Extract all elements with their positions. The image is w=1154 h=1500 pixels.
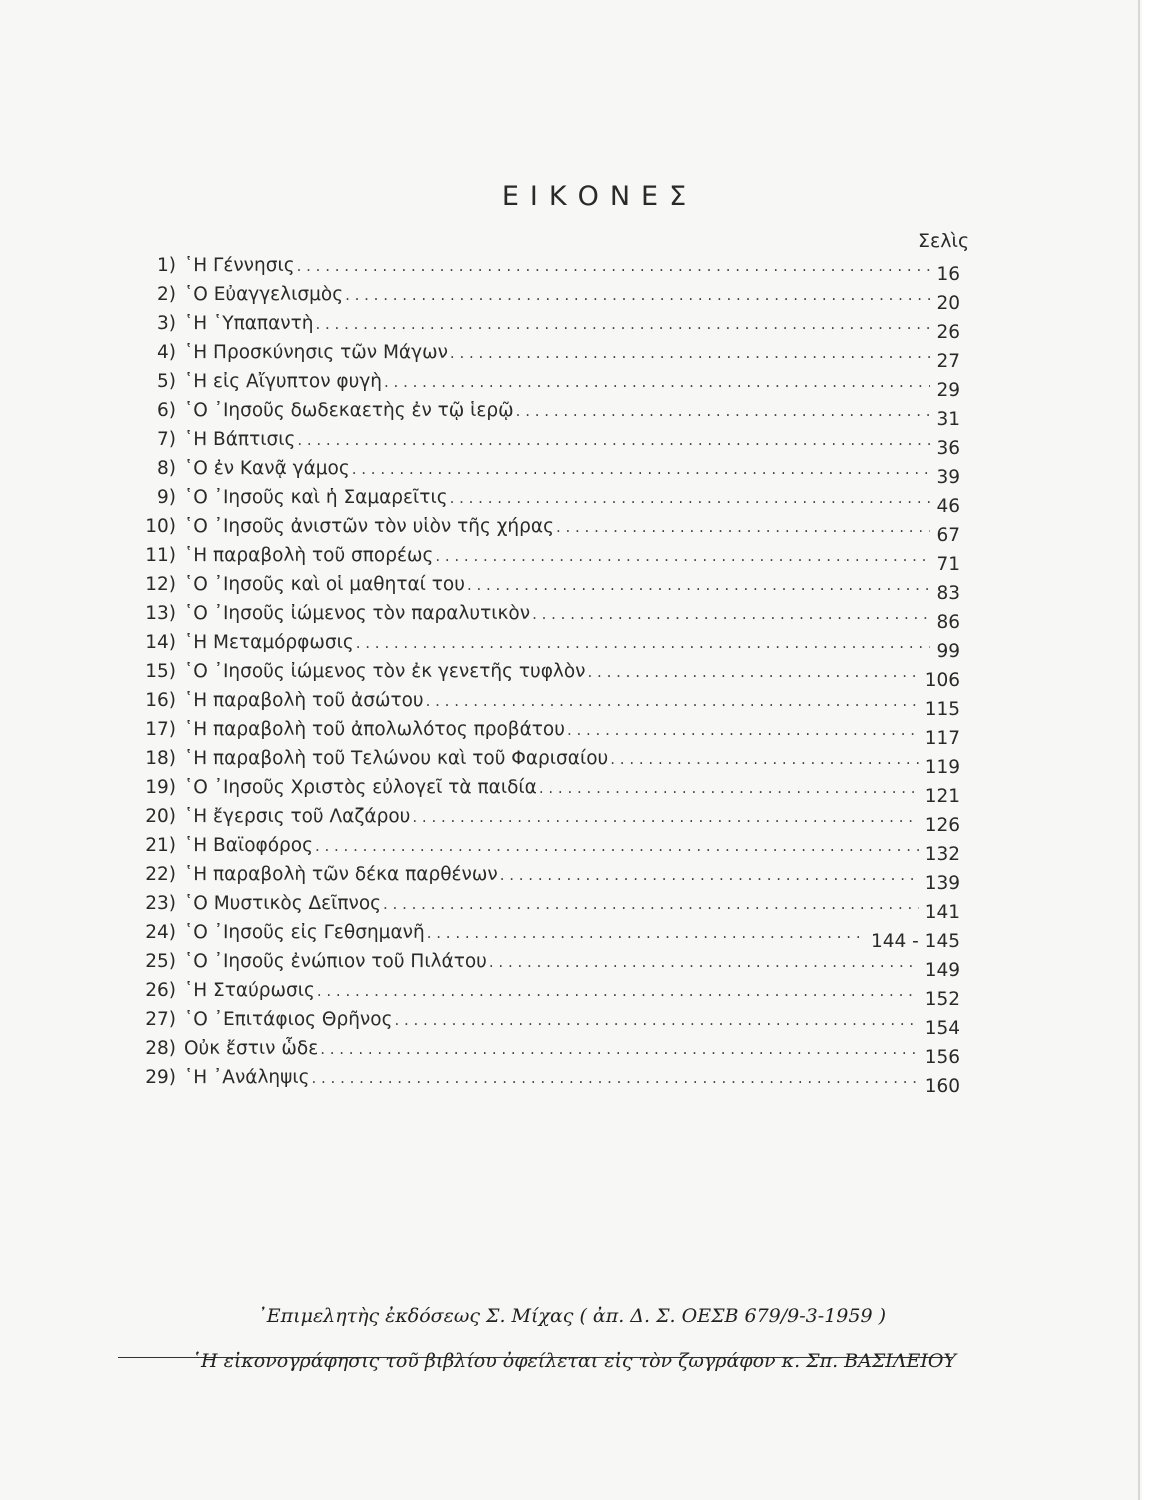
page-edge [1142, 0, 1154, 1500]
list-item [128, 806, 960, 835]
entry-number: 15) [145, 661, 176, 682]
entry-page-number: 156 [924, 1047, 960, 1068]
list-item [128, 342, 960, 371]
entry-title: ῾Η Βάπτισις [184, 429, 296, 450]
entry-number: 28) [145, 1038, 176, 1059]
entry-title: ῾Ο ᾿Ιησοῦς καὶ ἡ Σαμαρεῖτις [184, 487, 448, 508]
dot-leader [384, 373, 930, 391]
dot-leader [345, 286, 930, 304]
list-item [128, 574, 960, 603]
entry-number: 4) [157, 342, 176, 363]
entry-number: 12) [145, 574, 176, 595]
entry-title: ῾Η παραβολὴ τοῦ ἀπολωλότος προβάτου [184, 719, 565, 740]
entry-number: 7) [157, 429, 176, 450]
list-item [128, 661, 960, 690]
editor-line: ᾿Επιμελητὴς ἐκδόσεως Σ. Μίχας ( ἀπ. Δ. Σ. ΟΕΣΒ 679/9-3-1959 ) [257, 1305, 886, 1327]
entry-title: ῾Η ῾Υπαπαντὴ [184, 313, 314, 334]
entry-title: ῾Ο Μυστικὸς Δεῖπνος [184, 893, 382, 914]
list-item [128, 893, 960, 922]
list-item [128, 429, 960, 458]
dot-leader [412, 808, 918, 826]
entry-title: Οὐκ ἔστιν ὧδε [184, 1038, 319, 1059]
list-item [128, 719, 960, 748]
entry-title: ῾Η Σταύρωσις [184, 980, 315, 1001]
page-title: ΕΙΚΟΝΕΣ [501, 181, 698, 213]
entry-number: 8) [157, 458, 176, 479]
list-item [128, 516, 960, 545]
entry-page-number: 16 [936, 264, 960, 285]
dot-leader [315, 315, 930, 333]
entry-page-number: 149 [924, 960, 960, 981]
entry-page-number: 126 [924, 815, 960, 836]
entry-title: ῾Ο ᾿Ιησοῦς Χριστὸς εὐλογεῖ τὰ παιδία [184, 777, 537, 798]
entry-number: 2) [157, 284, 176, 305]
entry-page-number: 152 [924, 989, 960, 1010]
entry-title: ῾Η παραβολὴ τοῦ ἀσώτου [184, 690, 424, 711]
list-item [128, 777, 960, 806]
entry-number: 10) [145, 516, 176, 537]
entry-number: 19) [145, 777, 176, 798]
list-item [128, 400, 960, 429]
entry-title: ῾Η εἰς Αἴγυπτον φυγὴ [184, 371, 382, 392]
entry-title: ῾Η Γέννησις [184, 255, 295, 276]
entry-title: ῾Η ἔγερσις τοῦ Λαζάρου [184, 806, 411, 827]
dot-leader [352, 460, 931, 478]
entry-page-number: 99 [936, 641, 960, 662]
entry-page-number: 27 [936, 351, 960, 372]
entry-number: 3) [157, 313, 176, 334]
dot-leader [516, 402, 931, 420]
entry-page-number: 141 [924, 902, 960, 923]
list-item [128, 1067, 960, 1096]
page-column-header: Σελὶς [918, 230, 970, 252]
entry-number: 18) [145, 748, 176, 769]
entry-page-number: 67 [936, 525, 960, 546]
entry-title: ῾Ο ᾿Ιησοῦς ἰώμενος τὸν ἐκ γενετῆς τυφλὸν [184, 661, 586, 682]
entry-title: ῾Ο ᾿Ιησοῦς δωδεκαετὴς ἐν τῷ ἱερῷ [184, 400, 514, 421]
entry-number: 21) [145, 835, 176, 856]
dot-leader [489, 953, 919, 971]
entry-number: 23) [145, 893, 176, 914]
entry-page-number: 83 [936, 583, 960, 604]
entry-page-number: 39 [936, 467, 960, 488]
list-item [128, 835, 960, 864]
dot-leader [467, 576, 931, 594]
list-item [128, 980, 960, 1009]
entry-number: 29) [145, 1067, 176, 1088]
entry-title: ῾Η παραβολὴ τοῦ σπορέως [184, 545, 434, 566]
list-item [128, 1038, 960, 1067]
entry-page-number: 36 [936, 438, 960, 459]
dot-leader [427, 924, 865, 942]
entry-page-number: 20 [936, 293, 960, 314]
list-item [128, 864, 960, 893]
entry-number: 6) [157, 400, 176, 421]
dot-leader [450, 489, 931, 507]
list-item [128, 603, 960, 632]
dot-leader [539, 779, 919, 797]
dot-leader [588, 663, 919, 681]
entry-title: ῾Ο ᾿Ιησοῦς ἰώμενος τὸν παραλυτικὸν [184, 603, 531, 624]
entry-title: ῾Ο ᾿Ιησοῦς ἀνιστῶν τὸν υἱὸν τῆς χήρας [184, 516, 554, 537]
list-item [128, 951, 960, 980]
entry-title: ῾Ο ᾿Επιτάφιος Θρῆνος [184, 1009, 393, 1030]
entry-title: ῾Η παραβολὴ τοῦ Τελώνου καὶ τοῦ Φαρισαίου [184, 748, 609, 769]
entry-page-number: 29 [936, 380, 960, 401]
entry-page-number: 139 [924, 873, 960, 894]
entry-number: 14) [145, 632, 176, 653]
dot-leader [317, 982, 919, 1000]
entry-title: ῾Ο ἐν Κανᾷ γάμος [184, 458, 350, 479]
dot-leader [297, 431, 930, 449]
entry-title: ῾Ο ᾿Ιησοῦς εἰς Γεθσημανῆ [184, 922, 425, 943]
entry-number: 26) [145, 980, 176, 1001]
entry-number: 17) [145, 719, 176, 740]
illustration-credit-line: ῾Η εἰκονογράφησις τοῦ βιβλίου ὀφείλεται εἰς τὸν ζωγράφον κ. Σπ. ΒΑΣΙΛΕΙΟΥ [191, 1350, 956, 1372]
list-item [128, 545, 960, 574]
dot-leader [610, 750, 918, 768]
entry-number: 20) [145, 806, 176, 827]
entry-page-number: 132 [924, 844, 960, 865]
dot-leader [426, 692, 919, 710]
list-item [128, 371, 960, 400]
entry-page-number: 71 [936, 554, 960, 575]
entry-page-number: 121 [924, 786, 960, 807]
dot-leader [383, 895, 919, 913]
entry-title: ῾Η παραβολὴ τῶν δέκα παρθένων [184, 864, 498, 885]
dot-leader [315, 837, 919, 855]
entry-page-number: 144 - 145 [870, 931, 960, 952]
entry-number: 25) [145, 951, 176, 972]
entry-page-number: 119 [924, 757, 960, 778]
dot-leader [556, 518, 931, 536]
entry-number: 5) [157, 371, 176, 392]
list-item [128, 284, 960, 313]
entry-title: ῾Ο Εὐαγγελισμὸς [184, 284, 344, 305]
entry-title: ῾Η ᾿Ανάληψις [184, 1067, 310, 1088]
dot-leader [311, 1069, 918, 1087]
entry-number: 27) [145, 1009, 176, 1030]
entry-page-number: 106 [924, 670, 960, 691]
entry-title: ῾Ο ᾿Ιησοῦς ἐνώπιον τοῦ Πιλάτου [184, 951, 487, 972]
list-item [128, 632, 960, 661]
entry-number: 24) [145, 922, 176, 943]
dot-leader [435, 547, 930, 565]
dot-leader [297, 257, 931, 275]
entry-page-number: 117 [924, 728, 960, 749]
list-item [128, 1009, 960, 1038]
page-edge-line [1138, 0, 1140, 1500]
entry-page-number: 26 [936, 322, 960, 343]
entry-page-number: 154 [924, 1018, 960, 1039]
entry-page-number: 86 [936, 612, 960, 633]
list-item [128, 748, 960, 777]
entry-page-number: 160 [924, 1076, 960, 1097]
entry-page-number: 46 [936, 496, 960, 517]
dot-leader [356, 634, 931, 652]
entry-number: 11) [145, 545, 176, 566]
list-item [128, 690, 960, 719]
entry-title: ῾Η Βαϊοφόρος [184, 835, 313, 856]
list-item [128, 458, 960, 487]
entry-number: 9) [157, 487, 176, 508]
entry-page-number: 31 [936, 409, 960, 430]
dot-leader [320, 1040, 918, 1058]
dot-leader [532, 605, 930, 623]
entry-page-number: 115 [924, 699, 960, 720]
entry-title: ῾Ο ᾿Ιησοῦς καὶ οἱ μαθηταί του [184, 574, 465, 595]
entry-title: ῾Η Μεταμόρφωσις [184, 632, 354, 653]
dot-leader [567, 721, 919, 739]
entry-title: ῾Η Προσκύνησις τῶν Μάγων [184, 342, 448, 363]
list-item [128, 313, 960, 342]
illustration-list [128, 255, 960, 1096]
entry-number: 13) [145, 603, 176, 624]
dot-leader [450, 344, 931, 362]
dot-leader [500, 866, 919, 884]
dot-leader [394, 1011, 918, 1029]
entry-number: 22) [145, 864, 176, 885]
list-item [128, 487, 960, 516]
entry-number: 1) [157, 255, 176, 276]
list-item [128, 255, 960, 284]
entry-number: 16) [145, 690, 176, 711]
list-item [128, 922, 960, 951]
